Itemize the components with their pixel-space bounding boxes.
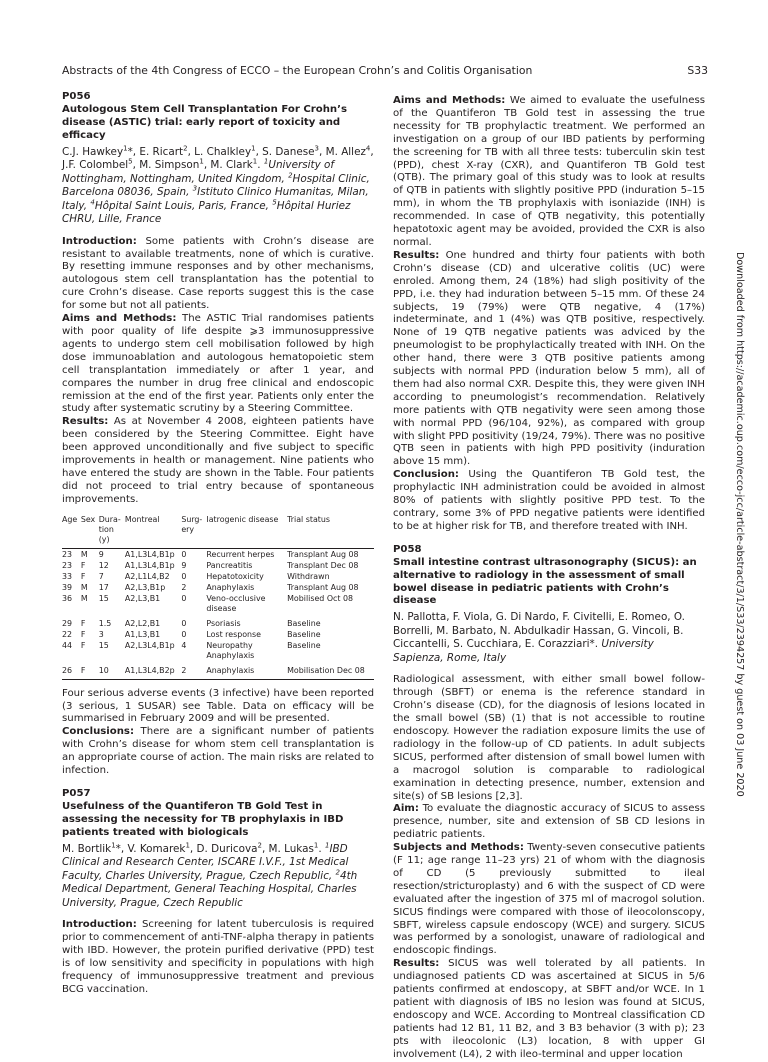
conclusions-paragraph: Conclusions: There are a significant number of patients with Crohn’s disease for whom stem cell transplantation is an appropriate course of action. The main risks are related to infection.: [62, 726, 374, 777]
table-cell: 0: [181, 618, 187, 628]
table-cell: A1,L3L4,B1p: [124, 549, 175, 559]
table-row: [62, 560, 374, 571]
aim-paragraph: Aim: To evaluate the diagnostic accuracy of SICUS to assess presence, number, site and extension of SB CD lesions in pediatric patients.: [393, 803, 705, 841]
table-cell: A1,L3L4,B1p: [124, 560, 175, 570]
journal-title: Abstracts of the 4th Congress of ECCO – the European Crohn’s and Colitis Organisation: [62, 64, 533, 77]
table-cell: 17: [98, 582, 109, 592]
table-row: [62, 548, 374, 560]
abstract-number: P057: [62, 788, 91, 799]
author-list: N. Pallotta, F. Viola, G. Di Nardo, F. Civitelli, E. Romeo, O. Borrelli, M. Barbato, N. Abdulkadir Hassan, G. Vincoli, B. Ciccantelli, S. Cucchiara, E. Corazziari*. University Sapienza, Rome, Italy: [393, 611, 685, 664]
section-label: Introduction:: [62, 235, 137, 247]
table-cell: 15: [98, 640, 109, 650]
table-cell: Mobilisation Dec 08: [287, 661, 374, 680]
table-cell: 9: [181, 560, 187, 570]
table-cell: Hepatotoxicity: [206, 571, 264, 581]
table-header-cell: Trial status: [287, 513, 374, 549]
section-label: Aims and Methods:: [393, 95, 506, 106]
table-row: [62, 629, 374, 640]
page-number: S33: [687, 64, 708, 77]
table-cell: 4: [181, 640, 187, 650]
abstract-number: P058: [393, 543, 422, 555]
table-cell: Pancreatitis: [206, 560, 253, 570]
table-cell: 2: [181, 582, 187, 592]
results-paragraph: Results: One hundred and thirty four patients with both Crohn’s disease (CD) and ulcerative colitis (UC) were enroled. Among them, 24 (18%) had sligh positivity of the PPD, i.e. they had induration between 5–15 mm. Of these 24 subjects, 19 (79%) were QTB negative, 4 (17%) indeterminate, and 1 (4%) was QTB positive, respectively. None of 19 QTB negative patients was adviced by the pneumologist to be prophylactically treated with INH. On the other hand, there were 3 QTB positive patients among subjects with normal PPD (induration below 5 mm), all of them had also normal CXR. Despite this, they were given INH according to pneumologist’s recommendation. Relatively more patients with QTB negativity were seen among those with normal PPD (96/104, 92%), as compared with group with slight PPD positivity (19/24, 79%). There was no positive QTB seen in patients with high PPD positivity (induration above 15 mm).: [393, 249, 705, 468]
patient-table: [62, 513, 374, 680]
table-cell: Psoriasis: [206, 618, 241, 628]
table-header-cell: Montreal: [125, 513, 181, 549]
table-row: [62, 582, 374, 593]
section-label: Conclusion:: [393, 469, 459, 481]
table-cell: A2,L2,B1: [124, 618, 161, 628]
table-cell: F: [80, 640, 86, 650]
introduction-paragraph: Introduction: Screening for latent tuberculosis is required prior to commencement of anti-TNF-alpha therapy in patients with IBD. However, the protein purified derivative (PPD) test is of low sensitivity and specificity in populations with high frequency of immunosuppressive treatment and previous BCG vaccination.: [62, 919, 374, 995]
table-cell: F: [80, 618, 86, 628]
author-list: C.J. Hawkey$^1$*, E. Ricart$^2$, L. Chalkley$^1$, S. Danese$^3$, M. Allez$^4$, J.F. Colombel$^5$, M. Simpson$^1$, M. Clark$^1$. $^1$University of Nottingham, Nottingham, United Kingdom, $^2$Hospital Clinic, Barcelona 08036, Spain, $^3$Istituto Clinico Humanitas, Milan, Italy, $^4$Hôpital Saint Louis, Paris, France, $^5$Hôpital Huriez CHRU, Lille, France: [62, 144, 374, 226]
section-label: Results:: [393, 958, 440, 970]
abstract-p056: [62, 91, 374, 778]
section-label: Aim:: [393, 803, 419, 815]
results-paragraph: Results: As at November 4 2008, eighteen patients have been considered by the Steering Committee. Eight have been approved unconditionally and five subject to specific improvements in health or management. Nine patients who have entered the study are shown in the Table. Four patients did not proceed to trial entry because of spontaneous improvements.: [62, 416, 374, 505]
section-label: Subjects and Methods:: [393, 842, 524, 854]
table-cell: A2,L3,B1p: [124, 582, 166, 592]
table-cell: 15: [98, 593, 109, 603]
table-cell: Anaphylaxis: [206, 661, 287, 680]
table-cell: A2,L3L4,B1p: [124, 640, 175, 650]
author-list: M. Bortlik$^1$*, V. Komarek$^1$, D. Duricova$^2$, M. Lukas$^1$. $^1$IBD Clinical and Research Center, ISCARE I.V.F., 1st Medical Faculty, Charles University, Prague, Czech Republic, $^2$4th Medical Department, General Teaching Hospital, Charles University, Prague, Czech Republic: [62, 841, 358, 909]
table-cell: Lost response: [206, 629, 262, 639]
section-label: Results:: [393, 249, 440, 261]
table-cell: Withdrawn: [287, 571, 330, 581]
table-cell: 33: [62, 571, 73, 581]
table-cell: 44: [62, 640, 73, 650]
left-column: [62, 91, 374, 997]
introduction-paragraph: Radiological assessment, with either small bowel follow-through (SBFT) or enema is the reference standard in Crohn’s disease (CD), for the diagnosis of lesions located in the small bowel (SB) (1) that is not accessible to routine endoscopy. However the radiation exposure limits the use of radiology in the follow-up of CD patients. In adult subjects SICUS, performed after distension of small bowel lumen with a macrogol solution is comparable to radiological examination in detecting presence, number, extension and site(s) of SB lesions [2,3].: [393, 674, 705, 802]
table-cell: 0: [181, 571, 187, 581]
table-cell: 29: [62, 618, 73, 628]
section-label: Aims and Methods:: [62, 313, 177, 325]
table-row: [62, 614, 374, 629]
table-cell: 0: [181, 549, 187, 559]
table-cell: Transplant Aug 08: [287, 549, 359, 559]
table-cell: F: [80, 571, 86, 581]
table-row: [62, 571, 374, 582]
table-cell: Baseline: [287, 640, 321, 650]
right-column: [393, 95, 705, 1062]
table-cell: A1,L3,B1: [124, 629, 161, 639]
table-cell: M: [80, 582, 88, 592]
table-cell: A2,L3,B1: [124, 593, 161, 603]
table-header-cell: Dura- tion (y): [99, 513, 125, 549]
table-cell: F: [80, 560, 86, 570]
abstract-title: Small intestine contrast ultrasonography (SICUS): an alternative to radiology in the assessment of small bowel disease in pediatric patients with Crohn’s disease: [393, 556, 697, 607]
table-cell: 9: [98, 549, 104, 559]
abstract-number: P056: [62, 91, 91, 102]
table-cell: 3: [98, 629, 104, 639]
table-cell: M: [80, 593, 88, 603]
table-cell: 22: [62, 629, 73, 639]
section-label: Introduction:: [62, 919, 137, 931]
table-row: [62, 661, 374, 680]
download-note: Downloaded from https://academic.oup.com/ecco-jcc/article-abstract/3/1/S33/2394257 by guest on 03 June 2020: [734, 252, 745, 797]
table-cell: 23: [62, 560, 73, 570]
table-cell: 39: [62, 582, 73, 592]
results-paragraph: Results: SICUS was well tolerated by all patients. In undiagnosed patients CD was ascertained at SICUS in 5/6 patients confirmed at endoscopy, at SBFT and/or WCE. In 1 patient with diagnosis of IBS no lesion was found at SICUS, endoscopy and WCE. According to Montreal classification CD patients had 12 B1, 11 B2, and 3 B3 behavior (3 with p); 23 pts with ileocolonic (L3) location, 8 with upper GI involvement (L4), 2 with ileo-terminal and upper location: [393, 958, 705, 1060]
table-cell: 10: [99, 661, 125, 680]
conclusion-paragraph: Conclusion: Using the Quantiferon TB Gold test, the prophylactic INH administration could be avoided in almost 80% of patients with slightly positive PPD test. To the contrary, some 3% of PPD negative patients were identified to be at higher risk for TB, and therefore treated with INH.: [393, 469, 705, 532]
table-cell: F: [81, 661, 99, 680]
table-cell: Baseline: [287, 618, 321, 628]
abstract-p058: [393, 544, 705, 1062]
table-cell: Neuropathy Anaphylaxis: [206, 640, 255, 660]
table-row: [62, 593, 374, 614]
section-label: Conclusions:: [62, 726, 135, 738]
table-cell: 26: [62, 661, 81, 680]
table-cell: 1.5: [98, 618, 112, 628]
table-row: [62, 640, 374, 661]
table-cell: 2: [181, 661, 206, 680]
table-header-cell: Surg- ery: [181, 513, 206, 549]
table-cell: A1,L3L4,B2p: [125, 661, 181, 680]
abstract-title: Autologous Stem Cell Transplantation For Crohn’s disease (ASTIC) trial: early report of toxicity and efficacy: [62, 103, 348, 141]
table-cell: 0: [181, 629, 187, 639]
running-head: [62, 64, 708, 77]
aims-paragraph: Aims and Methods: The ASTIC Trial randomises patients with poor quality of life despite ⩾3 immunosuppressive agents to undergo stem cell mobilisation followed by high dose immunoablation and autologous hematopoietic stem cell transplantation immediately or after 1 year, and compares the number in drug free clinical and endoscopic remission at the end of the first year. Patients only enter the study after systematic scrutiny by a Steering Committee.: [62, 313, 374, 415]
table-cell: 36: [62, 593, 73, 603]
abstract-p057: [62, 788, 374, 997]
table-cell: F: [80, 629, 86, 639]
adverse-events-paragraph: Four serious adverse events (3 infective) have been reported (3 serious, 1 SUSAR) see Table. Data on efficacy will be summarised in February 2009 and will be presented.: [62, 687, 374, 725]
table-cell: Recurrent herpes: [206, 549, 275, 559]
table-cell: 7: [98, 571, 104, 581]
section-label: Results:: [62, 416, 109, 428]
table-cell: Veno-occlusive disease: [206, 593, 266, 613]
table-header-cell: Age: [62, 513, 81, 549]
table-header-cell: Iatrogenic disease: [206, 513, 287, 549]
aims-paragraph: Aims and Methods: We aimed to evaluate the usefulness of the Quantiferon TB Gold test in assessing the true necessity for TB prophylactic treatment. We performed an investigation on a group of our IBD patients by performing the screening for TB with all three tests: tuberculin skin test (PPD), chest X-ray (CXR), and Quantiferon TB Gold test (QTB). The primary goal of this study was to look at results of QTB in patients with slightly positive PPD (induration 5–15 mm), in whom the TB prophylaxis with isoniazide (INH) is recommended. In case of QTB negativity, this potentially hepatotoxic agent may be avoided, provided the CXR is also normal.: [393, 95, 705, 248]
abstract-title: Usefulness of the Quantiferon TB Gold Test in assessing the necessity for TB prophylaxis in IBD patients treated with biologicals: [62, 800, 344, 838]
table-cell: 0: [181, 593, 187, 603]
table-cell: Transplant Dec 08: [287, 560, 359, 570]
subjects-methods-paragraph: Subjects and Methods: Twenty-seven consecutive patients (F 11; age range 11–23 yrs) 21 of whom with the diagnosis of CD (5 previously submitted to ileal resection/stricturoplasty) and 6 with the suspect of CD were evaluated after the ingestion of 375 ml of macrogol solution. SICUS findings were compared with those of ileocolonscopy, SBFT, wireless capsule endoscopy (WCE) and surgery. SICUS was performed by a sonologist, unaware of radiological and endoscopic findings.: [393, 842, 705, 957]
table-cell: Anaphylaxis: [206, 582, 255, 592]
table-cell: 23: [62, 549, 73, 559]
table-cell: Baseline: [287, 629, 321, 639]
introduction-paragraph: Introduction: Some patients with Crohn’s disease are resistant to available treatments, none of which is curative. By resetting immune responses and by other mechanisms, autologous stem cell transplantation has the potential to cure Crohn’s disease. Case reports suggest this is the case for some but not all patients.: [62, 235, 374, 312]
table-header-cell: Sex: [81, 513, 99, 549]
table-cell: M: [80, 549, 88, 559]
table-cell: 12: [98, 560, 109, 570]
table-cell: Transplant Aug 08: [287, 582, 359, 592]
table-cell: A2,L1L4,B2: [124, 571, 170, 581]
table-cell: Mobilised Oct 08: [287, 593, 354, 603]
